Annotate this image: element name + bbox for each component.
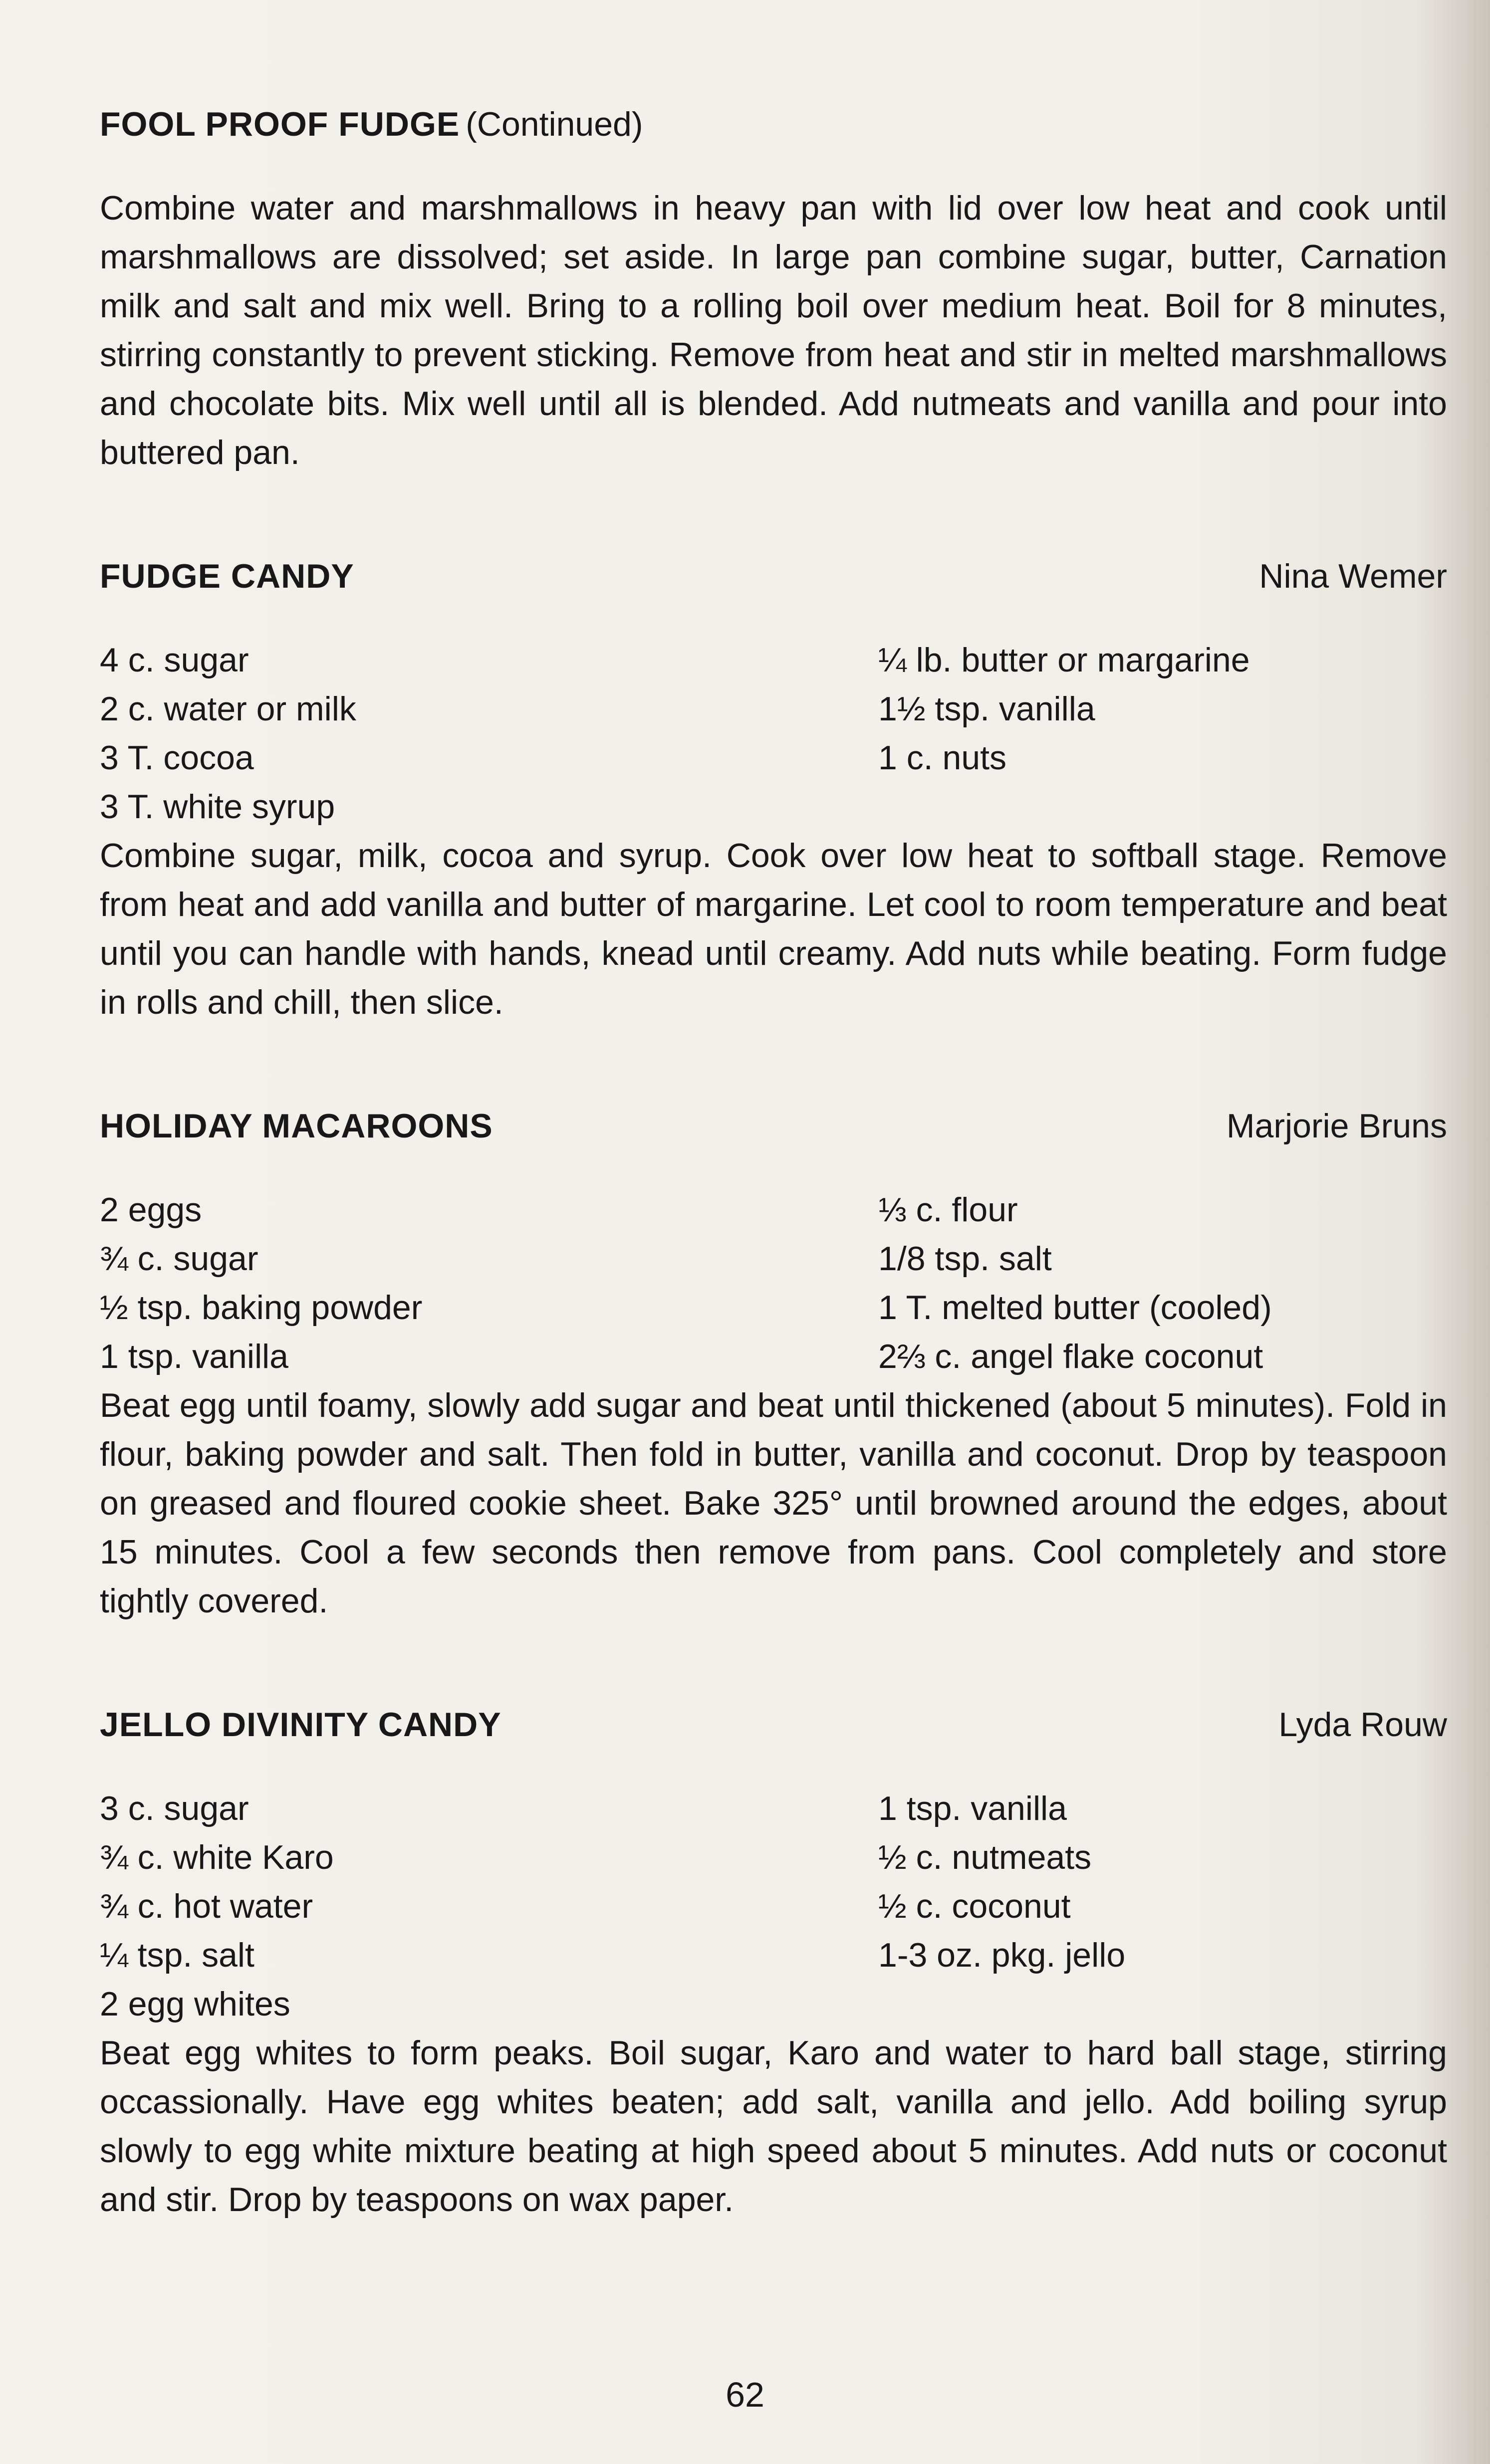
recipe-heading: [100, 1700, 501, 1749]
ingredient: 2⅔ c. angel flake coconut: [878, 1338, 1263, 1375]
ingredient: ¾ c. white Karo: [100, 1838, 334, 1876]
ingredient: 1-3 oz. pkg. jello: [878, 1936, 1126, 1974]
ingredient-list: [100, 1784, 1447, 2028]
ingredient: 2 c. water or milk: [100, 690, 356, 728]
ingredient: 1½ tsp. vanilla: [878, 690, 1095, 728]
ingredient: ½ c. nutmeats: [878, 1838, 1092, 1876]
recipe-title: FOOL PROOF FUDGE: [100, 105, 460, 143]
ingredient: 4 c. sugar: [100, 641, 249, 679]
ingredient: ¾ c. sugar: [100, 1240, 258, 1278]
recipe-heading: [100, 552, 354, 601]
recipe: [100, 100, 1447, 477]
recipe-contributor: Lyda Rouw: [1278, 1706, 1447, 1744]
recipe-heading: [100, 1102, 493, 1150]
ingredient: ½ tsp. baking powder: [100, 1289, 423, 1327]
recipe-title-row: [100, 1102, 1447, 1150]
recipe-title: HOLIDAY MACAROONS: [100, 1107, 493, 1145]
page-number: 62: [726, 2375, 764, 2414]
recipe-title-note: (Continued): [466, 105, 643, 143]
recipe-title-row: [100, 1700, 1447, 1749]
recipe: [100, 1700, 1447, 2224]
recipe-content: [100, 100, 1447, 2299]
recipe-instructions: Combine water and marshmallows in heavy pan with lid over low heat and cook until marshmallows are dissolved; set aside. In large pan combine sugar, butter, Carnation milk and salt and mix well. Bring to a rolling boil over medium heat. Boil for 8 minutes, stirring constantly to prevent sticking. Remove from heat and stir in melted marshmallows and chocolate bits. Mix well until all is blended. Add nutmeats and vanilla and pour into buttered pan.: [100, 189, 1447, 471]
ingredient: [878, 1980, 1447, 2028]
ingredient: 2 eggs: [100, 1191, 202, 1229]
ingredient: ¾ c. hot water: [100, 1887, 313, 1925]
recipe-instructions: Combine sugar, milk, cocoa and syrup. Cook over low heat to softball stage. Remove from heat and add vanilla and butter of margarine. Let cool to room temperature and beat until you can handle with hands, knead until creamy. Add nuts while beating. Form fudge in rolls and chill, then slice.: [100, 837, 1447, 1021]
recipe-title-row: [100, 100, 1447, 149]
ingredient: 1 T. melted butter (cooled): [878, 1289, 1272, 1327]
ingredient: 1 tsp. vanilla: [100, 1338, 288, 1375]
ingredient: 3 T. white syrup: [100, 788, 335, 826]
recipe-heading: [100, 100, 643, 149]
ingredient-list: [100, 636, 1447, 831]
ingredient: [878, 782, 1447, 831]
ingredient: 3 T. cocoa: [100, 739, 254, 777]
ingredient: ⅓ c. flour: [878, 1191, 1018, 1229]
recipe: [100, 1102, 1447, 1625]
recipe: [100, 552, 1447, 1027]
recipe-instructions: Beat egg whites to form peaks. Boil sugar, Karo and water to hard ball stage, stirring occassionally. Have egg whites beaten; add salt, vanilla and jello. Add boiling syrup slowly to egg white mixture beating at high speed about 5 minutes. Add nuts or coconut and stir. Drop by teaspoons on wax paper.: [100, 2034, 1447, 2219]
recipe-instructions: Beat egg until foamy, slowly add sugar and beat until thickened (about 5 minutes). Fold in flour, baking powder and salt. Then fold in butter, vanilla and coconut. Drop by teaspoon on greased and floured cookie sheet. Bake 325° until browned around the edges, about 15 minutes. Cool a few seconds then remove from pans. Cool completely and store tightly covered.: [100, 1386, 1447, 1620]
ingredient: ¼ lb. butter or margarine: [878, 641, 1250, 679]
ingredient: 3 c. sugar: [100, 1790, 249, 1827]
ingredient: 1/8 tsp. salt: [878, 1240, 1052, 1278]
recipe-title-row: [100, 552, 1447, 601]
ingredient: ½ c. coconut: [878, 1887, 1071, 1925]
ingredient-list: [100, 1185, 1447, 1381]
ingredient: 2 egg whites: [100, 1985, 290, 2023]
ingredient: 1 tsp. vanilla: [878, 1790, 1067, 1827]
ingredient: ¼ tsp. salt: [100, 1936, 254, 1974]
recipe-contributor: Nina Wemer: [1259, 557, 1447, 595]
ingredient: 1 c. nuts: [878, 739, 1007, 777]
recipe-title: FUDGE CANDY: [100, 557, 354, 595]
recipe-contributor: Marjorie Bruns: [1226, 1107, 1447, 1145]
recipe-title: JELLO DIVINITY CANDY: [100, 1706, 501, 1744]
